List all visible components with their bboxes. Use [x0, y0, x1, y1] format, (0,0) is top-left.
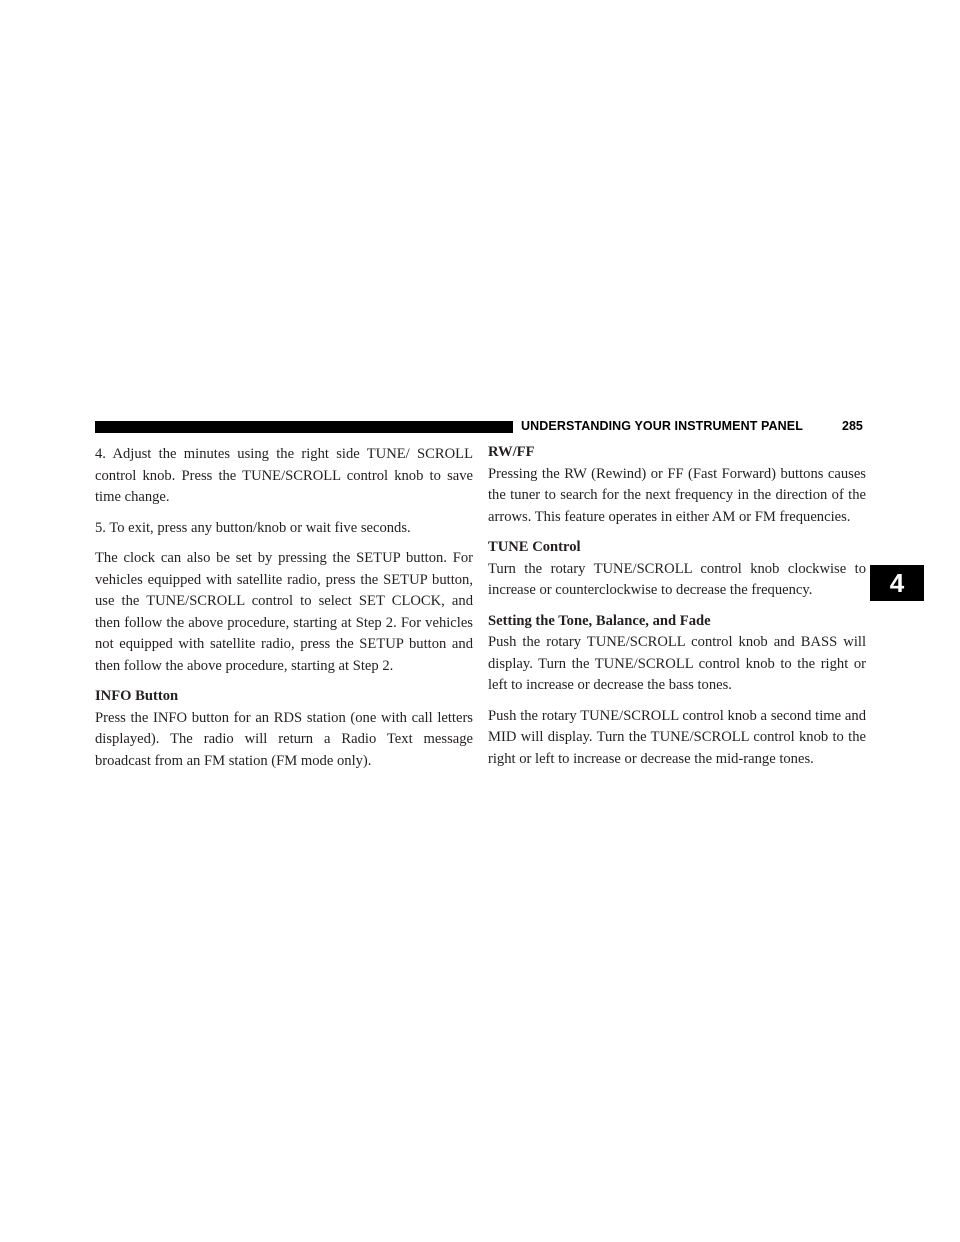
tune-control-paragraph: Turn the rotary TUNE/SCROLL control knob clockwise to increase or counterclockwise to decrease the frequency. [488, 560, 866, 598]
left-column [95, 444, 473, 781]
info-button-heading: INFO Button [95, 688, 179, 704]
step-5-paragraph: 5. To exit, press any button/knob or wait five seconds. [95, 519, 411, 536]
right-column [488, 442, 866, 779]
rwff-paragraph: Pressing the RW (Rewind) or FF (Fast Forward) buttons causes the tuner to search for the next frequency in the direction of the arrows. This feature operates in either AM or FM frequencies. [488, 465, 866, 525]
mid-paragraph: Push the rotary TUNE/SCROLL control knob a second time and MID will display. Turn the TUNE/SCROLL control knob to the right or left to increase or decrease the mid-range tones. [488, 707, 866, 767]
page-number: 285 [842, 419, 863, 433]
info-button-paragraph: Press the INFO button for an RDS station (one with call letters displayed). The radio will return a Radio Text message broadcast from an FM station (FM mode only). [95, 709, 473, 769]
rwff-heading: RW/FF [488, 444, 535, 460]
header-rule [95, 421, 513, 433]
setup-clock-paragraph: The clock can also be set by pressing the SETUP button. For vehicles equipped with satellite radio, press the SETUP button, use the TUNE/SCROLL control to select SET CLOCK, and then follow the above procedure, starting at Step 2. For vehicles not equipped with satellite radio, press the SETUP button and then follow the above procedure, starting at Step 2. [95, 550, 473, 674]
tone-balance-fade-heading: Setting the Tone, Balance, and Fade [488, 612, 711, 629]
tune-control-heading: TUNE Control [488, 539, 581, 555]
bass-paragraph: Push the rotary TUNE/SCROLL control knob and BASS will display. Turn the TUNE/SCROLL control knob to the right or left to increase or decrease the bass tones. [488, 634, 866, 693]
chapter-tab: 4 [870, 565, 924, 601]
section-title: UNDERSTANDING YOUR INSTRUMENT PANEL [521, 419, 803, 433]
step-4-paragraph: 4. Adjust the minutes using the right side TUNE/ SCROLL control knob. Press the TUNE/SCROLL control knob to save time change. [95, 446, 473, 505]
